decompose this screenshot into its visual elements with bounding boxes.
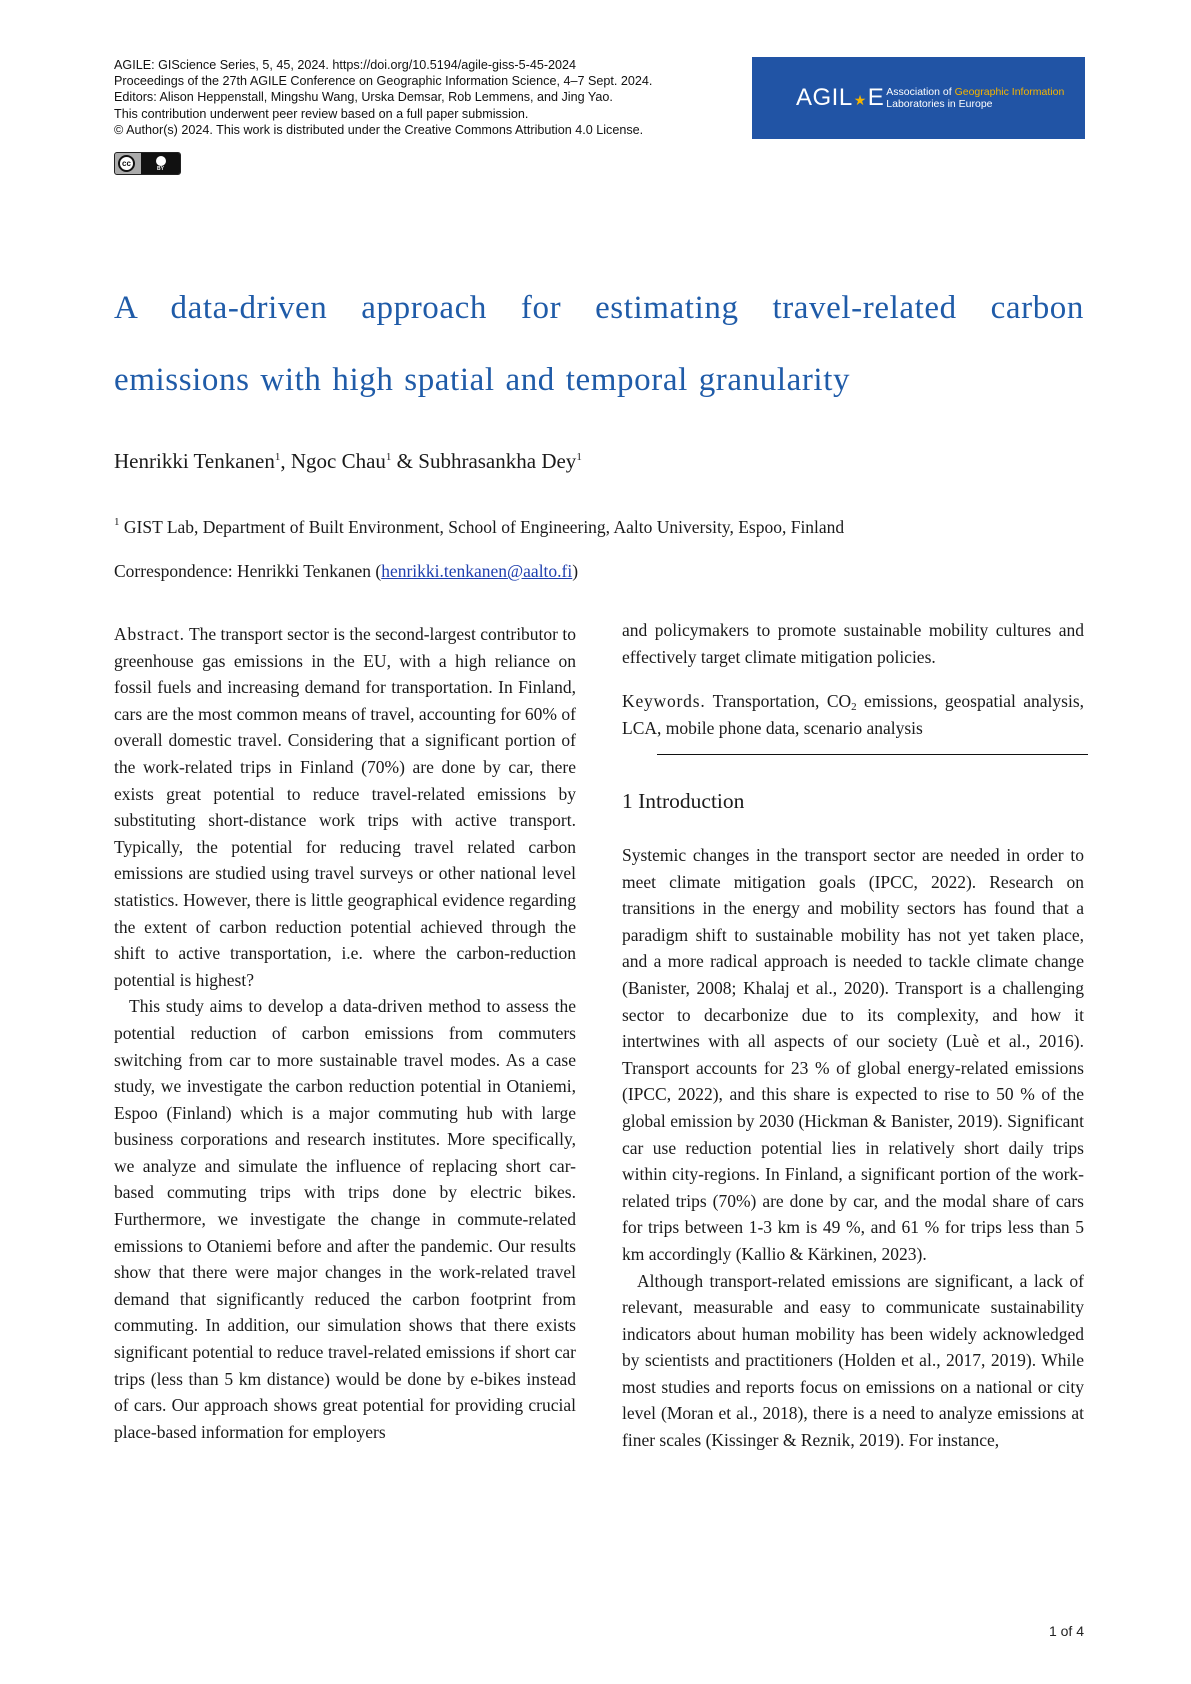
keywords: Keywords. Transportation, $CO_2$ emissions, geospatial analysis, LCA, mobile phone data, scenario analysis <box>622 691 1084 738</box>
keywords-label: Keywords. <box>622 691 706 712</box>
header-line: Proceedings of the 27th AGILE Conference on Geographic Information Science, 4–7 Sept. 2024. <box>114 74 653 89</box>
page-number: 1 of 4 <box>1048 1623 1084 1639</box>
abstract-paragraph: Abstract. The transport sector is the second-largest contributor to greenhouse gas emissions in the EU, with a high reliance on fossil fuels and increasing demand for transportation. In Finland, cars are the most common means of travel, accounting for 60% of overall domestic travel. Considering that a significant portion of the work-related trips in Finland (70%) are done by car, there exists great potential to reduce travel-related emissions by substituting short-distance work trips with active transport. Typically, the potential for reducing travel related carbon emissions are studied using travel surveys or other national level statistics. However, there is little geographical evidence regarding the extent of carbon reduction potential achieved through the shift to active transportation, i.e. where the carbon-reduction potential is highest? <box>114 624 576 990</box>
header-line: © Author(s) 2024. This work is distributed under the Creative Commons Attribution 4.0 License. <box>114 122 644 137</box>
left-column <box>114 621 576 1445</box>
section-heading-introduction: 1 Introduction <box>622 789 745 813</box>
author-name: Henrikki Tenkanen <box>114 449 275 473</box>
header-line: This contribution underwent peer review based on a full paper submission. <box>114 106 529 121</box>
author-name: Ngoc Chau <box>290 449 386 473</box>
body-paragraph: Systemic changes in the transport sector are needed in order to meet climate mitigation goals (IPCC, 2022). Research on transitions in the energy and mobility sectors has found that a paradigm shift to sustainable mobility has not yet taken place, and a more radical approach is needed to tackle climate change (Banister, 2008; Khalaj et al., 2020). Transport is a challenging sector to decarbonize due to its complexity, and how it intertwines with all aspects of our society (Luè et al., 2016). Transport accounts for 23 % of global energy-related emissions (IPCC, 2022), and this share is expected to rise to 50 % of the global emission by 2030 (Hickman & Banister, 2019). Significant car use reduction potential lies in relatively short daily trips within city-regions. In Finland, a significant portion of the work-related trips (70%) are done by car, and the modal share of cars for trips between 1-3 km is 49 %, and 61 % for trips less than 5 km accordingly (Kallio & Kärkinen, 2023). <box>622 845 1084 1264</box>
introduction-text <box>622 842 1084 1454</box>
abstract-continuation: and policymakers to promote sustainable mobility cultures and effectively target climate mitigation policies. <box>622 620 1084 667</box>
agile-logo <box>752 57 1085 139</box>
header-line: AGILE: GIScience Series, 5, 45, 2024. https://doi.org/10.5194/agile-giss-5-45-2024 <box>114 58 577 72</box>
abstract-label: Abstract. <box>114 624 185 644</box>
body-paragraph: Although transport-related emissions are significant, a lack of relevant, measurable and easy to communicate sustainability indicators about human mobility has been widely acknowledged by scientists and practitioners (Holden et al., 2017, 2019). While most studies and reports focus on emissions on a national or city level (Moran et al., 2018), there is a need to analyze emissions at finer scales (Kissinger & Reznik, 2019). For instance, <box>622 1270 1084 1451</box>
star-icon: ★ <box>853 92 867 108</box>
author-name: Subhrasankha Dey <box>418 449 577 473</box>
paper-title: A data-driven approach for estimating travel-related carbon emissions with high spatial and temporal granularity <box>114 290 1084 398</box>
person-icon <box>156 156 166 166</box>
right-column <box>622 617 1084 741</box>
keywords-divider <box>657 754 1088 755</box>
correspondence: Correspondence: Henrikki Tenkanen (henrikki.tenkanen@aalto.fi) <box>114 561 579 581</box>
abstract-paragraph: This study aims to develop a data-driven method to assess the potential reduction of carbon emissions from commuters switching from car to more sustainable travel modes. As a case study, we investigate the carbon reduction potential in Otaniemi, Espoo (Finland) which is a major commuting hub with large business corporations and research institutes. More specifically, we analyze and simulate the influence of replacing short car-based commuting trips with trips done by electric bikes. Furthermore, we investigate the change in commute-related emissions to Otaniemi before and after the pandemic. Our results show that there were major changes in the work-related travel demand that significantly reduced the carbon footprint from commuting. In addition, our simulation shows that there exists significant potential to reduce travel-related emissions if short car trips (less than 5 km distance) would be done by e-bikes instead of cars. Our approach shows great potential for providing crucial place-based information for employers <box>114 996 576 1442</box>
publication-header <box>114 57 754 138</box>
logo-tagline: Association of Geographic Information Laboratories in Europe <box>886 86 1065 110</box>
header-line: Editors: Alison Heppenstall, Mingshu Wang, Urska Demsar, Rob Lemmens, and Jing Yao. <box>114 90 613 105</box>
attribution-icon <box>141 153 180 174</box>
email-link[interactable]: henrikki.tenkanen@aalto.fi <box>381 561 573 581</box>
logo-wordmark: AGIL★E <box>796 84 885 111</box>
author-list: Henrikki Tenkanen$^1$, Ngoc Chau$^1$ & Subhrasankha Dey$^1$ <box>114 449 582 473</box>
by-label: BY <box>157 165 164 172</box>
creative-commons-icon: cc <box>118 155 135 172</box>
affiliation: $^1$ GIST Lab, Department of Built Environment, School of Engineering, Aalto University, Espoo, Finland <box>114 516 845 537</box>
cc-by-license-badge[interactable] <box>114 152 181 175</box>
